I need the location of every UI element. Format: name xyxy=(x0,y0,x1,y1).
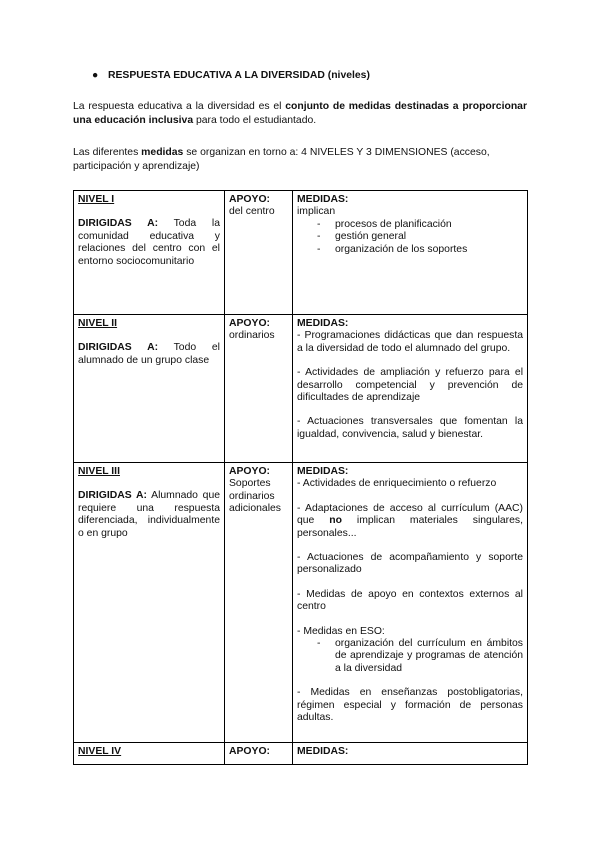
section-heading-text: RESPUESTA EDUCATIVA A LA DIVERSIDAD (niveles) xyxy=(108,70,370,81)
aac-text-1: - Adaptaciones de acceso al currículum (AAC) que xyxy=(297,502,523,527)
apoyo-cell xyxy=(225,315,293,463)
medidas-paragraph: - Actuaciones de acompañamiento y soporte personalizado xyxy=(297,552,523,576)
medidas-label: MEDIDAS: xyxy=(297,746,349,757)
medidas-paragraph: - Medidas en enseñanzas postobligatorias, régimen especial y formación de personas adultas. xyxy=(297,687,523,724)
apoyo-value: del centro xyxy=(229,206,275,218)
medidas-paragraph: - Actividades de ampliación y refuerzo para el desarrollo competencial y prevención de dificultades de aprendizaje xyxy=(297,367,523,404)
level-cell xyxy=(74,191,225,315)
medidas-label: MEDIDAS: xyxy=(297,466,349,477)
level-cell xyxy=(74,315,225,463)
apoyo-cell xyxy=(225,743,293,765)
dirigidas-text xyxy=(78,342,220,367)
dirigidas-label: DIRIGIDAS A: xyxy=(78,490,147,502)
intro2-bold-1: medidas xyxy=(141,147,184,158)
level-title: NIVEL III xyxy=(78,466,120,477)
medidas-paragraph: - Actuaciones transversales que fomentan la igualdad, convivencia, salud y bienestar. xyxy=(297,416,523,440)
dirigidas-value: Toda la comunidad educativa y relaciones del centro con el entorno sociocomunitario xyxy=(78,218,220,267)
bullet-icon: ● xyxy=(92,70,99,81)
medidas-list xyxy=(297,219,523,256)
dirigidas-text xyxy=(78,490,220,540)
level-title: NIVEL IV xyxy=(78,746,122,757)
table-row-nivel-3 xyxy=(74,463,528,743)
apoyo-label: APOYO: xyxy=(229,746,270,757)
apoyo-label: APOYO: xyxy=(229,466,270,477)
medidas-label: MEDIDAS: xyxy=(297,194,349,205)
table-row-nivel-4 xyxy=(74,743,528,765)
medidas-paragraph: - Actividades de enriquecimiento o refuerzo xyxy=(297,478,497,490)
list-item: - procesos de planificación xyxy=(317,219,523,231)
medidas-paragraph: - Medidas de apoyo en contextos externos al centro xyxy=(297,588,523,613)
dirigidas-label: DIRIGIDAS A: xyxy=(78,342,159,354)
list-item: - organización de los soportes xyxy=(317,244,523,256)
intro-paragraph xyxy=(73,100,527,128)
intro-bold-1: conjunto de medidas destinadas a proporcionar una educación inclusiva xyxy=(73,101,527,126)
medidas-cell xyxy=(293,743,528,765)
medidas-cell xyxy=(293,191,528,315)
medidas-cell xyxy=(293,315,528,463)
list-item: - gestión general xyxy=(317,231,523,243)
level-title: NIVEL I xyxy=(78,194,115,205)
level-title: NIVEL II xyxy=(78,318,118,329)
medidas-paragraph: - Programaciones didácticas que dan respuesta a la diversidad de todo el alumnado del grupo. xyxy=(297,330,523,354)
intro-text-1: La respuesta educativa a la diversidad es el xyxy=(73,101,286,112)
table-row-nivel-2 xyxy=(74,315,528,463)
aac-text-2: implican materiales singulares, personales... xyxy=(297,515,524,539)
apoyo-cell xyxy=(225,191,293,315)
medidas-paragraph xyxy=(297,503,523,540)
medidas-label: MEDIDAS: xyxy=(297,318,349,329)
level-cell xyxy=(74,463,225,743)
apoyo-label: APOYO: xyxy=(229,318,270,329)
apoyo-cell xyxy=(225,463,293,743)
dirigidas-value: Todo el alumnado de un grupo clase xyxy=(78,342,220,366)
medidas-cell xyxy=(293,463,528,743)
dirigidas-label: DIRIGIDAS A: xyxy=(78,218,159,230)
dirigidas-text xyxy=(78,218,220,268)
eso-list xyxy=(297,638,523,675)
intro2-text-1: Las diferentes xyxy=(73,147,142,158)
apoyo-label: APOYO: xyxy=(229,194,270,205)
intro2-text-2: se organizan en torno a: 4 NIVELES Y 3 DIMENSIONES (acceso, participación y aprendizaje) xyxy=(73,147,490,172)
table-row-nivel-1 xyxy=(74,191,528,315)
intro-paragraph-2 xyxy=(73,146,527,174)
medidas-intro: implican xyxy=(297,206,336,218)
dirigidas-value: Alumnado que requiere una respuesta diferenciada, individualmente o en grupo xyxy=(78,490,221,539)
aac-bold: no xyxy=(329,515,342,527)
levels-table xyxy=(73,190,528,765)
medidas-paragraph: - Medidas en ESO: xyxy=(297,625,385,637)
apoyo-value: Soportes ordinarios adicionales xyxy=(229,478,281,515)
level-cell xyxy=(74,743,225,765)
apoyo-value: ordinarios xyxy=(229,330,275,342)
section-heading xyxy=(92,70,370,81)
intro-text-2: para todo el estudiantado. xyxy=(193,115,317,126)
list-item: - organización del currículum en ámbitos de aprendizaje y programas de atención a la diversidad xyxy=(317,638,523,675)
